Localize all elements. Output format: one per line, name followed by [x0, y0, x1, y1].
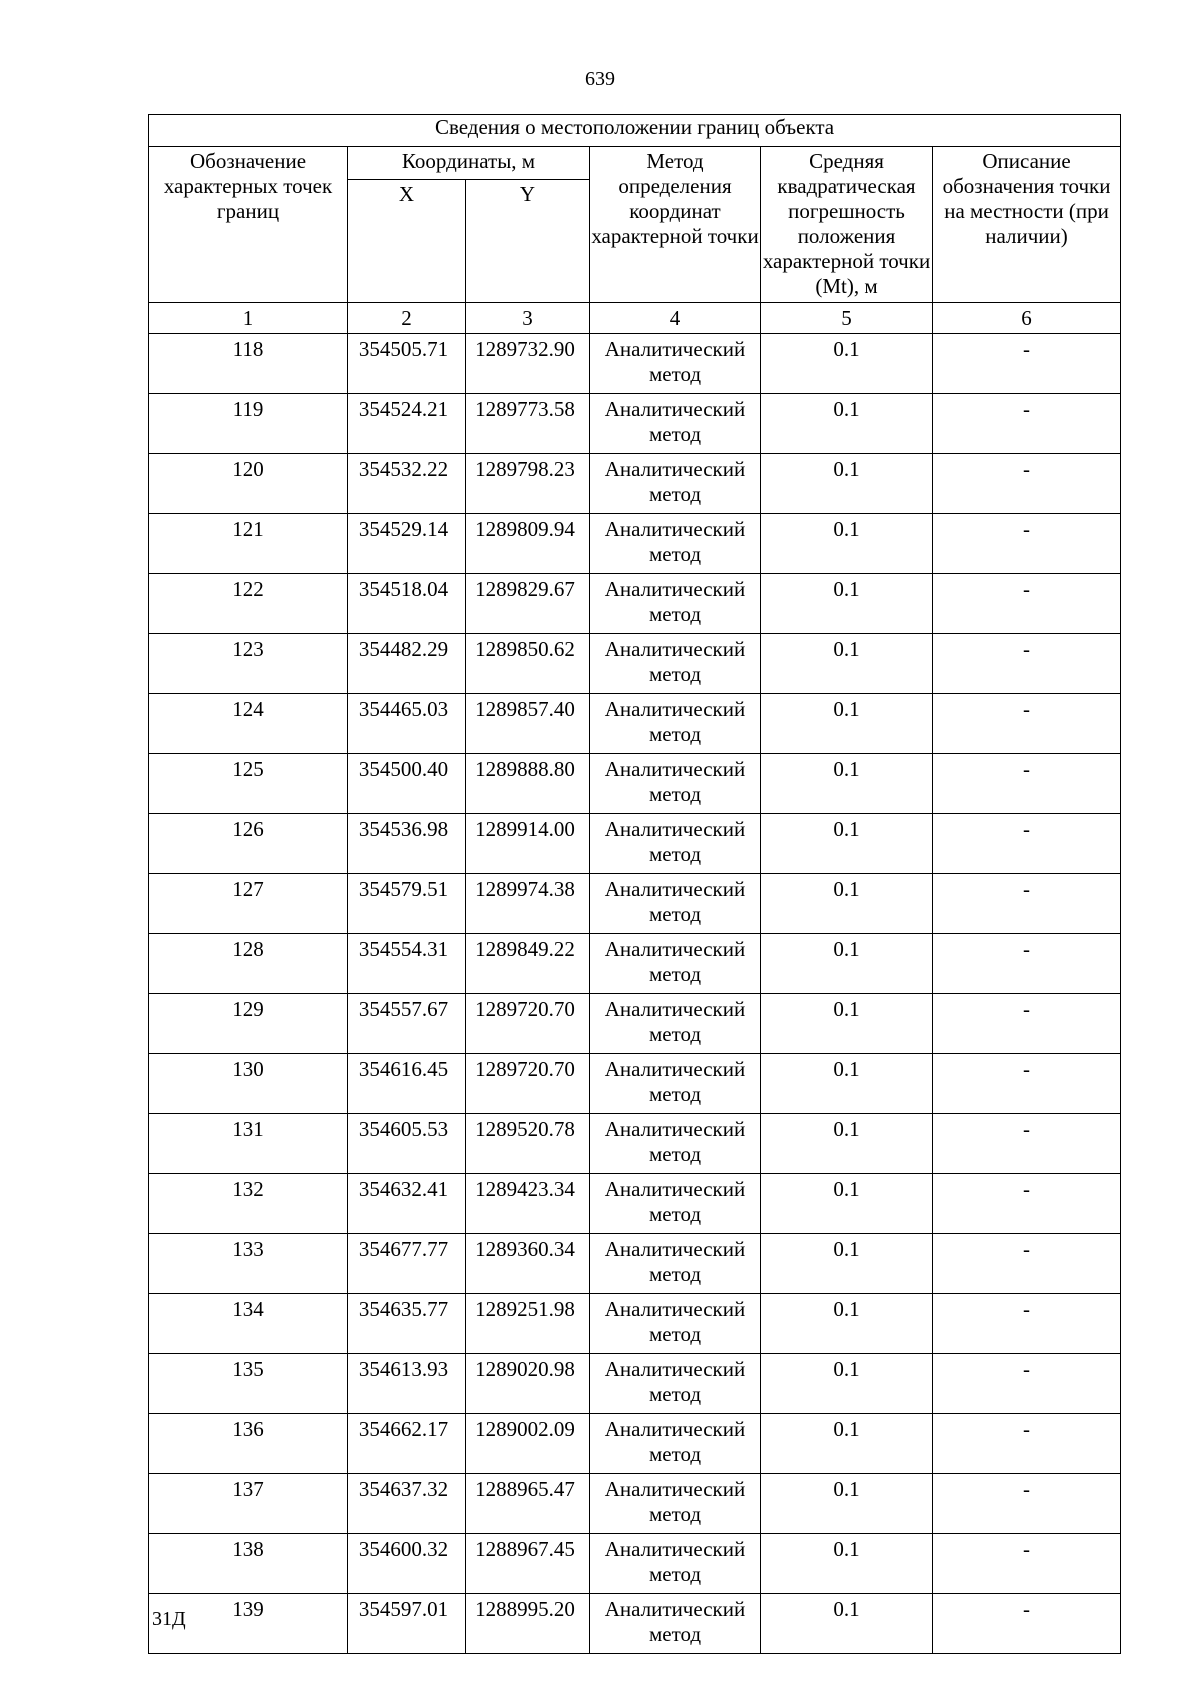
- table-row: [149, 1594, 1121, 1654]
- point-number: 124: [149, 694, 348, 754]
- y-coordinate: 1289720.70: [466, 994, 590, 1054]
- header-error: Средняя квадратическая погрешность положения характерной точки (Mt), м: [761, 147, 933, 303]
- y-coordinate: 1289888.80: [466, 754, 590, 814]
- table-row: [149, 1174, 1121, 1234]
- method-cell: Аналитический метод: [590, 694, 761, 754]
- error-cell: 0.1: [761, 1174, 933, 1234]
- x-coordinate: 354505.71: [348, 334, 466, 394]
- header-row: [149, 147, 1121, 180]
- table-row: [149, 754, 1121, 814]
- point-number: 126: [149, 814, 348, 874]
- description-cell: -: [933, 514, 1121, 574]
- header-method: Метод определения координат характерной точки: [590, 147, 761, 303]
- y-coordinate: 1289849.22: [466, 934, 590, 994]
- x-coordinate: 354536.98: [348, 814, 466, 874]
- method-cell: Аналитический метод: [590, 1414, 761, 1474]
- table-row: [149, 514, 1121, 574]
- header-point: Обозначение характерных точек границ: [149, 147, 348, 303]
- table-title-row: [149, 115, 1121, 147]
- error-cell: 0.1: [761, 874, 933, 934]
- error-cell: 0.1: [761, 334, 933, 394]
- table-title: Сведения о местоположении границ объекта: [149, 115, 1121, 147]
- error-cell: 0.1: [761, 1354, 933, 1414]
- coordinates-table: [148, 114, 1121, 1654]
- point-number: 134: [149, 1294, 348, 1354]
- column-number: 4: [590, 303, 761, 334]
- table-row: [149, 1054, 1121, 1114]
- y-coordinate: 1288967.45: [466, 1534, 590, 1594]
- description-cell: -: [933, 694, 1121, 754]
- column-number: 2: [348, 303, 466, 334]
- y-coordinate: 1289732.90: [466, 334, 590, 394]
- point-number: 130: [149, 1054, 348, 1114]
- error-cell: 0.1: [761, 694, 933, 754]
- method-cell: Аналитический метод: [590, 394, 761, 454]
- method-cell: Аналитический метод: [590, 1294, 761, 1354]
- method-cell: Аналитический метод: [590, 1354, 761, 1414]
- y-coordinate: 1289773.58: [466, 394, 590, 454]
- column-number: 1: [149, 303, 348, 334]
- description-cell: -: [933, 634, 1121, 694]
- point-number: 132: [149, 1174, 348, 1234]
- description-cell: -: [933, 1294, 1121, 1354]
- y-coordinate: 1289423.34: [466, 1174, 590, 1234]
- y-coordinate: 1289720.70: [466, 1054, 590, 1114]
- table-row: [149, 1534, 1121, 1594]
- method-cell: Аналитический метод: [590, 1474, 761, 1534]
- footer-code: 31Д: [152, 1608, 186, 1630]
- column-number-row: [149, 303, 1121, 334]
- page-number: 639: [585, 68, 615, 90]
- method-cell: Аналитический метод: [590, 1234, 761, 1294]
- y-coordinate: 1289798.23: [466, 454, 590, 514]
- method-cell: Аналитический метод: [590, 1174, 761, 1234]
- error-cell: 0.1: [761, 934, 933, 994]
- x-coordinate: 354554.31: [348, 934, 466, 994]
- y-coordinate: 1289857.40: [466, 694, 590, 754]
- error-cell: 0.1: [761, 1234, 933, 1294]
- error-cell: 0.1: [761, 1054, 933, 1114]
- y-coordinate: 1289251.98: [466, 1294, 590, 1354]
- error-cell: 0.1: [761, 574, 933, 634]
- point-number: 136: [149, 1414, 348, 1474]
- x-coordinate: 354524.21: [348, 394, 466, 454]
- error-cell: 0.1: [761, 1414, 933, 1474]
- x-coordinate: 354616.45: [348, 1054, 466, 1114]
- table-row: [149, 994, 1121, 1054]
- method-cell: Аналитический метод: [590, 514, 761, 574]
- column-number: 3: [466, 303, 590, 334]
- x-coordinate: 354632.41: [348, 1174, 466, 1234]
- table-row: [149, 1474, 1121, 1534]
- x-coordinate: 354482.29: [348, 634, 466, 694]
- y-coordinate: 1289850.62: [466, 634, 590, 694]
- point-number: 118: [149, 334, 348, 394]
- point-number: 131: [149, 1114, 348, 1174]
- x-coordinate: 354532.22: [348, 454, 466, 514]
- point-number: 119: [149, 394, 348, 454]
- error-cell: 0.1: [761, 1594, 933, 1654]
- description-cell: -: [933, 1474, 1121, 1534]
- error-cell: 0.1: [761, 454, 933, 514]
- error-cell: 0.1: [761, 994, 933, 1054]
- point-number: 122: [149, 574, 348, 634]
- column-number: 6: [933, 303, 1121, 334]
- description-cell: -: [933, 1534, 1121, 1594]
- error-cell: 0.1: [761, 1294, 933, 1354]
- x-coordinate: 354635.77: [348, 1294, 466, 1354]
- error-cell: 0.1: [761, 514, 933, 574]
- method-cell: Аналитический метод: [590, 634, 761, 694]
- x-coordinate: 354518.04: [348, 574, 466, 634]
- table-row: [149, 694, 1121, 754]
- y-coordinate: 1289020.98: [466, 1354, 590, 1414]
- description-cell: -: [933, 814, 1121, 874]
- y-coordinate: 1289974.38: [466, 874, 590, 934]
- point-number: 120: [149, 454, 348, 514]
- method-cell: Аналитический метод: [590, 1594, 761, 1654]
- x-coordinate: 354500.40: [348, 754, 466, 814]
- description-cell: -: [933, 454, 1121, 514]
- table-row: [149, 574, 1121, 634]
- point-number: 133: [149, 1234, 348, 1294]
- x-coordinate: 354662.17: [348, 1414, 466, 1474]
- x-coordinate: 354637.32: [348, 1474, 466, 1534]
- y-coordinate: 1289829.67: [466, 574, 590, 634]
- method-cell: Аналитический метод: [590, 994, 761, 1054]
- x-coordinate: 354529.14: [348, 514, 466, 574]
- description-cell: -: [933, 934, 1121, 994]
- y-coordinate: 1289914.00: [466, 814, 590, 874]
- y-coordinate: 1288965.47: [466, 1474, 590, 1534]
- table-row: [149, 334, 1121, 394]
- method-cell: Аналитический метод: [590, 454, 761, 514]
- description-cell: -: [933, 1354, 1121, 1414]
- description-cell: -: [933, 1414, 1121, 1474]
- table-row: [149, 1114, 1121, 1174]
- point-number: 137: [149, 1474, 348, 1534]
- error-cell: 0.1: [761, 1534, 933, 1594]
- header-y: Y: [466, 180, 590, 303]
- table-row: [149, 1414, 1121, 1474]
- point-number: 139: [149, 1594, 348, 1654]
- point-number: 123: [149, 634, 348, 694]
- description-cell: -: [933, 1174, 1121, 1234]
- table-row: [149, 934, 1121, 994]
- description-cell: -: [933, 1234, 1121, 1294]
- method-cell: Аналитический метод: [590, 814, 761, 874]
- x-coordinate: 354597.01: [348, 1594, 466, 1654]
- y-coordinate: 1289809.94: [466, 514, 590, 574]
- x-coordinate: 354613.93: [348, 1354, 466, 1414]
- table-row: [149, 1354, 1121, 1414]
- method-cell: Аналитический метод: [590, 1114, 761, 1174]
- point-number: 129: [149, 994, 348, 1054]
- description-cell: -: [933, 1594, 1121, 1654]
- description-cell: -: [933, 874, 1121, 934]
- error-cell: 0.1: [761, 814, 933, 874]
- header-description: Описание обозначения точки на местности (при наличии): [933, 147, 1121, 303]
- point-number: 127: [149, 874, 348, 934]
- point-number: 138: [149, 1534, 348, 1594]
- point-number: 121: [149, 514, 348, 574]
- method-cell: Аналитический метод: [590, 334, 761, 394]
- method-cell: Аналитический метод: [590, 874, 761, 934]
- method-cell: Аналитический метод: [590, 934, 761, 994]
- y-coordinate: 1289360.34: [466, 1234, 590, 1294]
- point-number: 135: [149, 1354, 348, 1414]
- table-row: [149, 1294, 1121, 1354]
- description-cell: -: [933, 394, 1121, 454]
- description-cell: -: [933, 334, 1121, 394]
- x-coordinate: 354557.67: [348, 994, 466, 1054]
- description-cell: -: [933, 754, 1121, 814]
- x-coordinate: 354465.03: [348, 694, 466, 754]
- error-cell: 0.1: [761, 1474, 933, 1534]
- column-number: 5: [761, 303, 933, 334]
- method-cell: Аналитический метод: [590, 1054, 761, 1114]
- table-row: [149, 1234, 1121, 1294]
- y-coordinate: 1289520.78: [466, 1114, 590, 1174]
- description-cell: -: [933, 1114, 1121, 1174]
- method-cell: Аналитический метод: [590, 754, 761, 814]
- table-row: [149, 394, 1121, 454]
- point-number: 125: [149, 754, 348, 814]
- error-cell: 0.1: [761, 634, 933, 694]
- method-cell: Аналитический метод: [590, 1534, 761, 1594]
- header-x: X: [348, 180, 466, 303]
- description-cell: -: [933, 1054, 1121, 1114]
- x-coordinate: 354600.32: [348, 1534, 466, 1594]
- point-number: 128: [149, 934, 348, 994]
- x-coordinate: 354605.53: [348, 1114, 466, 1174]
- table-row: [149, 634, 1121, 694]
- table-row: [149, 814, 1121, 874]
- description-cell: -: [933, 994, 1121, 1054]
- error-cell: 0.1: [761, 1114, 933, 1174]
- table-row: [149, 874, 1121, 934]
- error-cell: 0.1: [761, 394, 933, 454]
- header-coordinates: Координаты, м: [348, 147, 590, 180]
- error-cell: 0.1: [761, 754, 933, 814]
- y-coordinate: 1289002.09: [466, 1414, 590, 1474]
- description-cell: -: [933, 574, 1121, 634]
- x-coordinate: 354677.77: [348, 1234, 466, 1294]
- method-cell: Аналитический метод: [590, 574, 761, 634]
- y-coordinate: 1288995.20: [466, 1594, 590, 1654]
- x-coordinate: 354579.51: [348, 874, 466, 934]
- table-row: [149, 454, 1121, 514]
